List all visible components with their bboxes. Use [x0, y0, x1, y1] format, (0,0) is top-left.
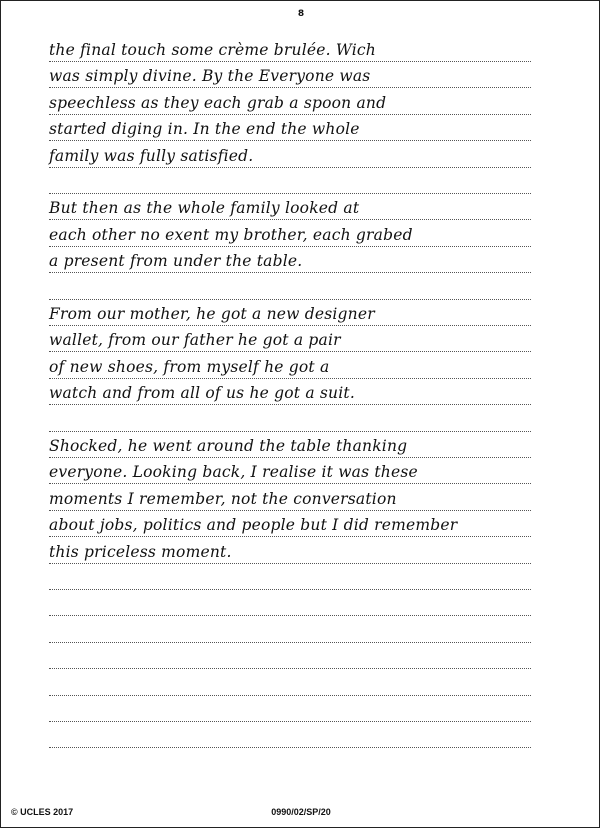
ruled-line [49, 721, 531, 722]
handwritten-line: But then as the whole family looked at [49, 199, 360, 218]
ruled-line [49, 325, 531, 326]
handwritten-line: started diging in. In the end the whole [49, 120, 360, 139]
copyright-notice: © UCLES 2017 [11, 807, 74, 817]
ruled-line [49, 219, 531, 220]
handwritten-line: everyone. Looking back, I realise it was these [49, 463, 418, 482]
handwritten-line: this priceless moment. [49, 542, 232, 561]
handwritten-line: was simply divine. By the Everyone was [49, 67, 371, 86]
ruled-line [49, 642, 531, 643]
handwritten-line: speechless as they each grab a spoon and [49, 93, 387, 112]
ruled-line [49, 193, 531, 194]
ruled-line [49, 351, 531, 352]
ruled-line [49, 668, 531, 669]
ruled-line [49, 378, 531, 379]
ruled-line [49, 167, 531, 168]
handwritten-line: a present from under the table. [49, 252, 303, 271]
ruled-line [49, 140, 531, 141]
handwritten-line: about jobs, politics and people but I did remember [49, 516, 458, 535]
ruled-line [49, 61, 531, 62]
ruled-line [49, 615, 531, 616]
handwritten-line: watch and from all of us he got a suit. [49, 384, 355, 403]
handwritten-line: From our mother, he got a new designer [49, 305, 375, 323]
handwritten-line: Shocked, he went around the table thanking [49, 437, 408, 455]
handwritten-line: moments I remember, not the conversation [49, 489, 397, 508]
ruled-line [49, 510, 531, 511]
ruled-line [49, 404, 531, 405]
ruled-line [49, 246, 531, 247]
ruled-line [49, 536, 531, 537]
ruled-line [49, 457, 531, 458]
ruled-line [49, 431, 531, 432]
ruled-line [49, 695, 531, 696]
ruled-line [49, 589, 531, 590]
handwritten-line: family was fully satisfied. [49, 146, 254, 165]
ruled-line [49, 87, 531, 88]
handwritten-line: of new shoes, from myself he got a [49, 357, 330, 376]
ruled-line [49, 747, 531, 748]
ruled-line [49, 299, 531, 300]
ruled-line [49, 483, 531, 484]
handwritten-line: wallet, from our father he got a pair [49, 331, 341, 350]
paper-code: 0990/02/SP/20 [271, 807, 331, 817]
ruled-line [49, 114, 531, 115]
page-number: 8 [297, 9, 305, 19]
ruled-line [49, 272, 531, 273]
ruled-line [49, 563, 531, 564]
handwritten-line: the final touch some crème brulée. Wich [49, 41, 376, 59]
handwritten-line: each other no exent my brother, each grabed [49, 225, 413, 244]
